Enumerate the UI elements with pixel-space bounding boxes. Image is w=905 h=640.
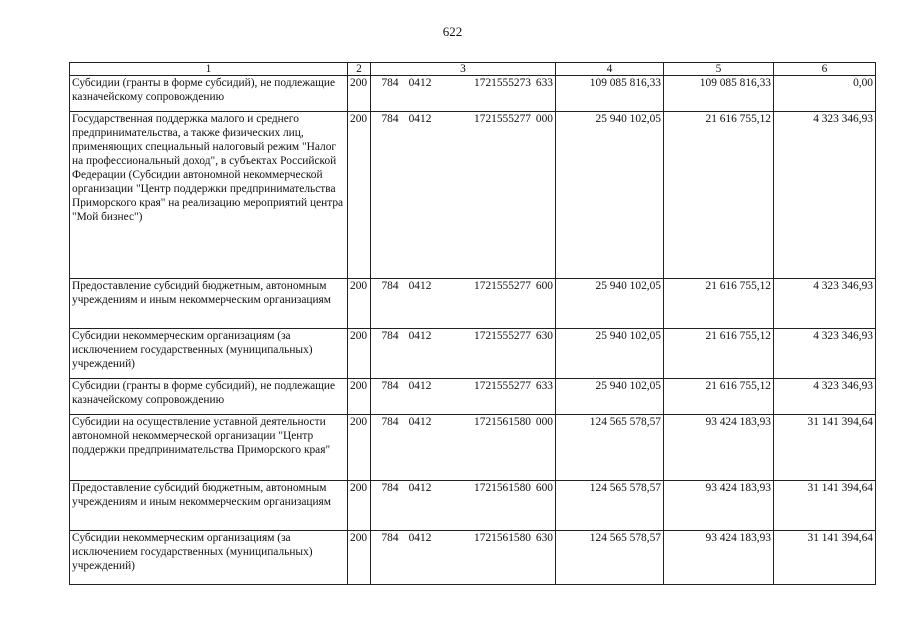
header-cell: 3 bbox=[371, 63, 556, 76]
row-code-200: 200 bbox=[348, 329, 371, 379]
csr-code: 1721555277 bbox=[474, 113, 531, 125]
col5-value: 21 616 755,12 bbox=[664, 112, 774, 279]
csr-code: 1721561580 bbox=[474, 482, 531, 494]
vr-code: 000 bbox=[535, 416, 553, 428]
csr-code: 1721561580 bbox=[474, 416, 531, 428]
header-cell: 5 bbox=[664, 63, 774, 76]
rz-code: 0412 bbox=[408, 482, 432, 494]
vr-code: 633 bbox=[535, 380, 553, 392]
vr-code: 600 bbox=[535, 280, 553, 292]
table-row bbox=[70, 415, 876, 481]
col6-value: 31 141 394,64 bbox=[774, 415, 876, 481]
col4-value: 124 565 578,57 bbox=[556, 531, 664, 585]
col5-value: 93 424 183,93 bbox=[664, 415, 774, 481]
col5-value: 109 085 816,33 bbox=[664, 76, 774, 112]
rz-code: 0412 bbox=[408, 416, 432, 428]
row-classification-codes bbox=[371, 531, 556, 585]
col6-value: 0,00 bbox=[774, 76, 876, 112]
col4-value: 25 940 102,05 bbox=[556, 379, 664, 415]
col6-value: 4 323 346,93 bbox=[774, 329, 876, 379]
table-row bbox=[70, 379, 876, 415]
rz-code: 0412 bbox=[408, 113, 432, 125]
header-row bbox=[70, 63, 876, 76]
table-row bbox=[70, 329, 876, 379]
col5-value: 21 616 755,12 bbox=[664, 379, 774, 415]
ved-code: 784 bbox=[381, 482, 399, 494]
header-cell: 6 bbox=[774, 63, 876, 76]
ved-code: 784 bbox=[381, 380, 399, 392]
col4-value: 25 940 102,05 bbox=[556, 329, 664, 379]
col4-value: 124 565 578,57 bbox=[556, 481, 664, 531]
col4-value: 109 085 816,33 bbox=[556, 76, 664, 112]
csr-code: 1721555273 bbox=[474, 77, 531, 89]
ved-code: 784 bbox=[381, 77, 399, 89]
header-cell: 1 bbox=[70, 63, 348, 76]
row-name: Предоставление субсидий бюджетным, автономным учреждениям и иным некоммерческим организациям bbox=[70, 279, 348, 329]
vr-code: 600 bbox=[535, 482, 553, 494]
row-name: Субсидии (гранты в форме субсидий), не подлежащие казначейскому сопровождению bbox=[70, 379, 348, 415]
col5-value: 93 424 183,93 bbox=[664, 481, 774, 531]
row-name: Субсидии некоммерческим организациям (за исключением государственных (муниципальных) учреждений) bbox=[70, 531, 348, 585]
row-name: Субсидии на осуществление уставной деятельности автономной некоммерческой организации "Центр поддержки предпринимательства Приморского края" bbox=[70, 415, 348, 481]
row-code-200: 200 bbox=[348, 379, 371, 415]
vr-code: 630 bbox=[535, 330, 553, 342]
row-classification-codes bbox=[371, 279, 556, 329]
col6-value: 4 323 346,93 bbox=[774, 279, 876, 329]
ved-code: 784 bbox=[381, 416, 399, 428]
header-cell: 4 bbox=[556, 63, 664, 76]
csr-code: 1721555277 bbox=[474, 380, 531, 392]
csr-code: 1721561580 bbox=[474, 532, 531, 544]
col5-value: 21 616 755,12 bbox=[664, 279, 774, 329]
row-classification-codes bbox=[371, 112, 556, 279]
vr-code: 000 bbox=[535, 113, 553, 125]
col6-value: 31 141 394,64 bbox=[774, 531, 876, 585]
col6-value: 4 323 346,93 bbox=[774, 379, 876, 415]
row-classification-codes bbox=[371, 329, 556, 379]
row-code-200: 200 bbox=[348, 481, 371, 531]
row-code-200: 200 bbox=[348, 531, 371, 585]
row-code-200: 200 bbox=[348, 415, 371, 481]
col4-value: 25 940 102,05 bbox=[556, 279, 664, 329]
csr-code: 1721555277 bbox=[474, 280, 531, 292]
rz-code: 0412 bbox=[408, 380, 432, 392]
ved-code: 784 bbox=[381, 330, 399, 342]
rz-code: 0412 bbox=[408, 280, 432, 292]
row-classification-codes bbox=[371, 481, 556, 531]
row-code-200: 200 bbox=[348, 76, 371, 112]
table-row bbox=[70, 76, 876, 112]
col5-value: 21 616 755,12 bbox=[664, 329, 774, 379]
table-row bbox=[70, 112, 876, 279]
col4-value: 124 565 578,57 bbox=[556, 415, 664, 481]
row-classification-codes bbox=[371, 76, 556, 112]
row-name: Субсидии некоммерческим организациям (за исключением государственных (муниципальных) учреждений) bbox=[70, 329, 348, 379]
ved-code: 784 bbox=[381, 280, 399, 292]
row-name: Субсидии (гранты в форме субсидий), не подлежащие казначейскому сопровождению bbox=[70, 76, 348, 112]
table-row bbox=[70, 481, 876, 531]
rz-code: 0412 bbox=[408, 77, 432, 89]
table-row bbox=[70, 531, 876, 585]
page-number: 622 bbox=[442, 24, 463, 39]
row-classification-codes bbox=[371, 415, 556, 481]
table-row bbox=[70, 279, 876, 329]
rz-code: 0412 bbox=[408, 532, 432, 544]
csr-code: 1721555277 bbox=[474, 330, 531, 342]
vr-code: 633 bbox=[535, 77, 553, 89]
budget-table bbox=[69, 62, 876, 585]
ved-code: 784 bbox=[381, 113, 399, 125]
row-code-200: 200 bbox=[348, 279, 371, 329]
row-name: Государственная поддержка малого и среднего предпринимательства, а также физических лиц, применяющих специальный налоговый режим "Налог на профессиональный доход", в субъектах Российской Федерации (Субсидии автономной некоммерческой организации "Центр поддержки предпринимательства Приморского края" на реализацию мероприятий центра "Мой бизнес") bbox=[70, 112, 348, 279]
ved-code: 784 bbox=[381, 532, 399, 544]
col6-value: 4 323 346,93 bbox=[774, 112, 876, 279]
col5-value: 93 424 183,93 bbox=[664, 531, 774, 585]
col4-value: 25 940 102,05 bbox=[556, 112, 664, 279]
col6-value: 31 141 394,64 bbox=[774, 481, 876, 531]
row-name: Предоставление субсидий бюджетным, автономным учреждениям и иным некоммерческим организациям bbox=[70, 481, 348, 531]
row-classification-codes bbox=[371, 379, 556, 415]
rz-code: 0412 bbox=[408, 330, 432, 342]
vr-code: 630 bbox=[535, 532, 553, 544]
header-cell: 2 bbox=[348, 63, 371, 76]
row-code-200: 200 bbox=[348, 112, 371, 279]
